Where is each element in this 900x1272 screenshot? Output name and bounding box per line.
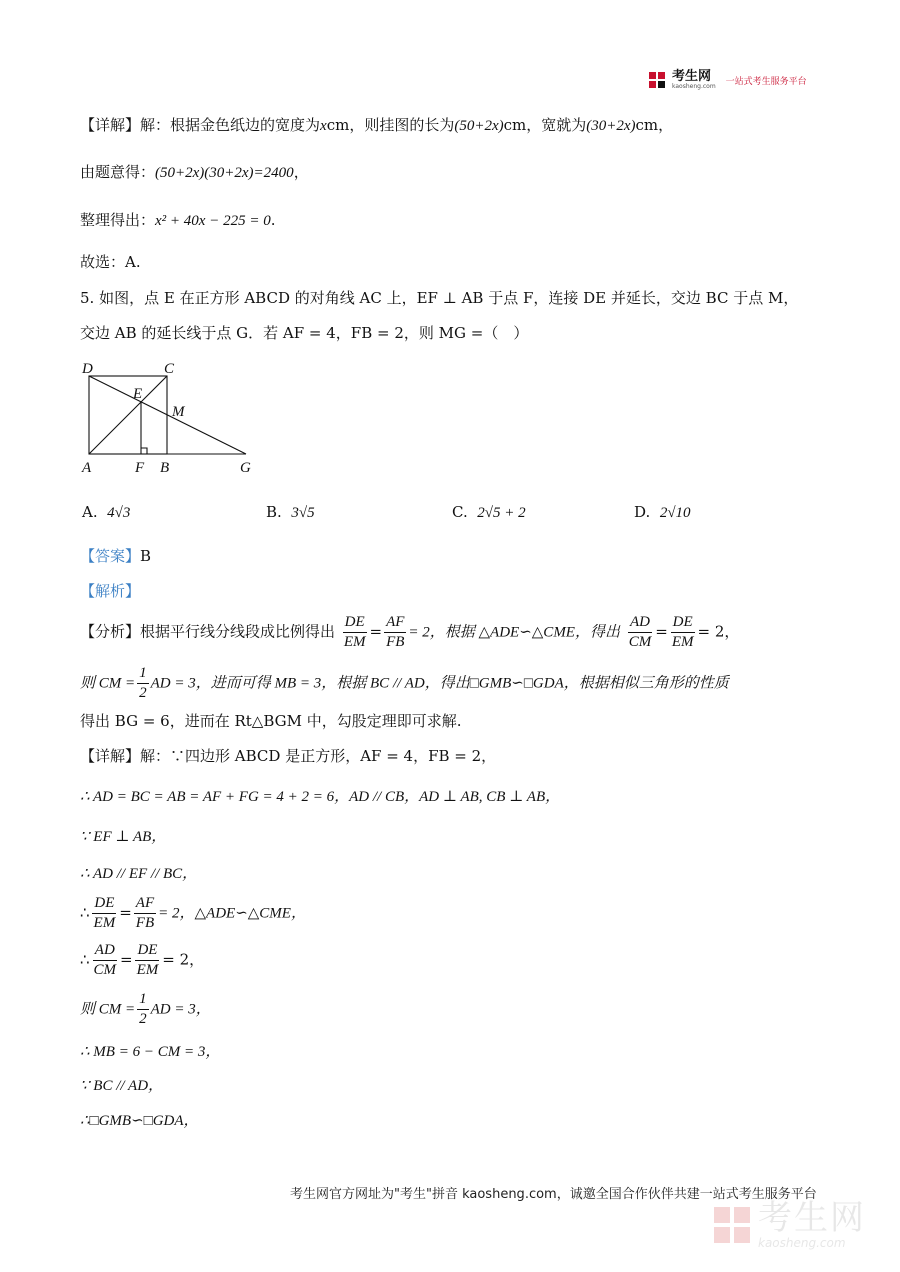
xiangjie-line9: ∵ BC // AD， [80,1078,164,1094]
label-c: C [164,361,175,377]
fenxi-line2: 则 CM = $\frac{1}{2}$ AD = 3，进而可得 MB = 3，根据 BC // AD，得出□GMB∽□GDA，根据相似三角形的性质 [80,665,729,701]
fraction: $\frac{DE}{EM}$ [343,614,366,650]
xiangjie-line10: ∴□GMB∽□GDA， [80,1113,199,1129]
header-logo [648,70,807,90]
logo-text [672,70,716,90]
label-f: F [135,460,145,476]
option-b[interactable]: B. 3√5 [266,503,315,521]
xiangjie-line6: ∴ $\frac{AD}{CM}$ = $\frac{DE}{EM}$ = 2， [80,942,205,978]
analysis-tag: 【解析】 [80,582,141,600]
fraction: $\frac{AF}{FB}$ [135,895,155,931]
xiangjie-line3: ∵ EF ⊥ AB， [80,829,167,845]
fraction: $\frac{1}{2}$ [139,665,147,701]
answer-value: B [140,547,152,565]
option-a[interactable]: A. 4√3 [82,503,131,521]
logo-name: 考生网 [672,69,712,84]
fenxi-line1: 【分析】根据平行线分线段成比例得出 $\frac{DE}{EM}$ = $\frac{AF}{FB}$ = 2，根据 △ADE∽△CME，得出 $\frac{AD}{CM}$ = $\frac{DE}{EM}$ = 2， [80,614,740,650]
answer-line [80,546,151,566]
fraction: $\frac{AF}{FB}$ [386,614,405,650]
label-m: M [172,404,185,420]
prev-detail-line2: 由题意得：(50+2x)(30+2x)=2400， [80,163,309,181]
xiangjie-line7: 则 CM = $\frac{1}{2}$ AD = 3， [80,991,211,1027]
diagonal-ac [89,376,167,454]
label-b: B [160,460,170,476]
xiangjie-line2: ∴ AD = BC = AB = AF + FG = 4 + 2 = 6，AD // CB，AD ⊥ AB, CB ⊥ AB， [80,789,561,805]
watermark [712,1200,866,1250]
fraction: $\frac{DE}{EM}$ [136,942,159,978]
option-d[interactable]: D. 2√10 [634,503,691,521]
fraction: $\frac{AD}{CM}$ [628,614,652,650]
right-angle-mark [141,448,147,454]
watermark-logo-icon [712,1205,752,1245]
question-5-stem-line1: 5. 如图，点 E 在正方形 ABCD 的对角线 AC 上，EF ⊥ AB 于点 F，连接 DE 并延长，交边 BC 于点 M， [80,289,799,307]
fenxi-line3: 得出 BG = 6，进而在 Rt△BGM 中，勾股定理即可求解. [80,712,462,730]
question-5-stem-line2: 交边 AB 的延长线于点 G．若 AF = 4，FB = 2，则 MG =（ ） [80,324,529,342]
detail-tag: 【详解】 [80,116,141,134]
fraction: $\frac{DE}{EM}$ [93,895,116,931]
fraction: $\frac{DE}{EM}$ [671,614,694,650]
logo-slogan: 一站式考生服务平台 [725,76,807,87]
prev-detail-line1: 【详解】解：根据金色纸边的宽度为xcm，则挂图的长为(50+2x)cm，宽就为(30+2x)cm， [80,116,674,134]
prev-detail-line3: 整理得出：x² + 40x − 225 = 0. [80,211,276,229]
fraction: $\frac{AD}{CM}$ [93,942,117,978]
prev-detail-line4: 故选：A. [80,253,141,271]
footer-text: 考生网官方网址为"考生"拼音 kaosheng.com，诚邀全国合作伙伴共建一站式考生服务平台 [290,1187,817,1202]
watermark-url: kaosheng.com [758,1236,846,1250]
answer-tag: 【答案】 [80,547,141,565]
logo-url: kaosheng.com [672,83,716,90]
xiangjie-line8: ∴ MB = 6 − CM = 3， [80,1044,221,1060]
fraction: $\frac{1}{2}$ [139,991,147,1027]
label-g: G [240,460,251,476]
label-a: A [82,460,92,476]
option-c[interactable]: C. 2√5 + 2 [452,503,526,521]
xiangjie-line5: ∴ $\frac{DE}{EM}$ = $\frac{AF}{FB}$ = 2，△ADE∽△CME， [80,895,306,931]
watermark-name: 考生网 [758,1198,866,1238]
xiangjie-line1: 【详解】解：∵四边形 ABCD 是正方形，AF = 4，FB = 2， [80,747,497,765]
geometry-figure [78,356,268,478]
label-d: D [82,361,93,377]
xiangjie-line4: ∴ AD // EF // BC， [80,866,198,882]
label-e: E [133,386,143,402]
kaosheng-logo-icon [648,71,666,89]
